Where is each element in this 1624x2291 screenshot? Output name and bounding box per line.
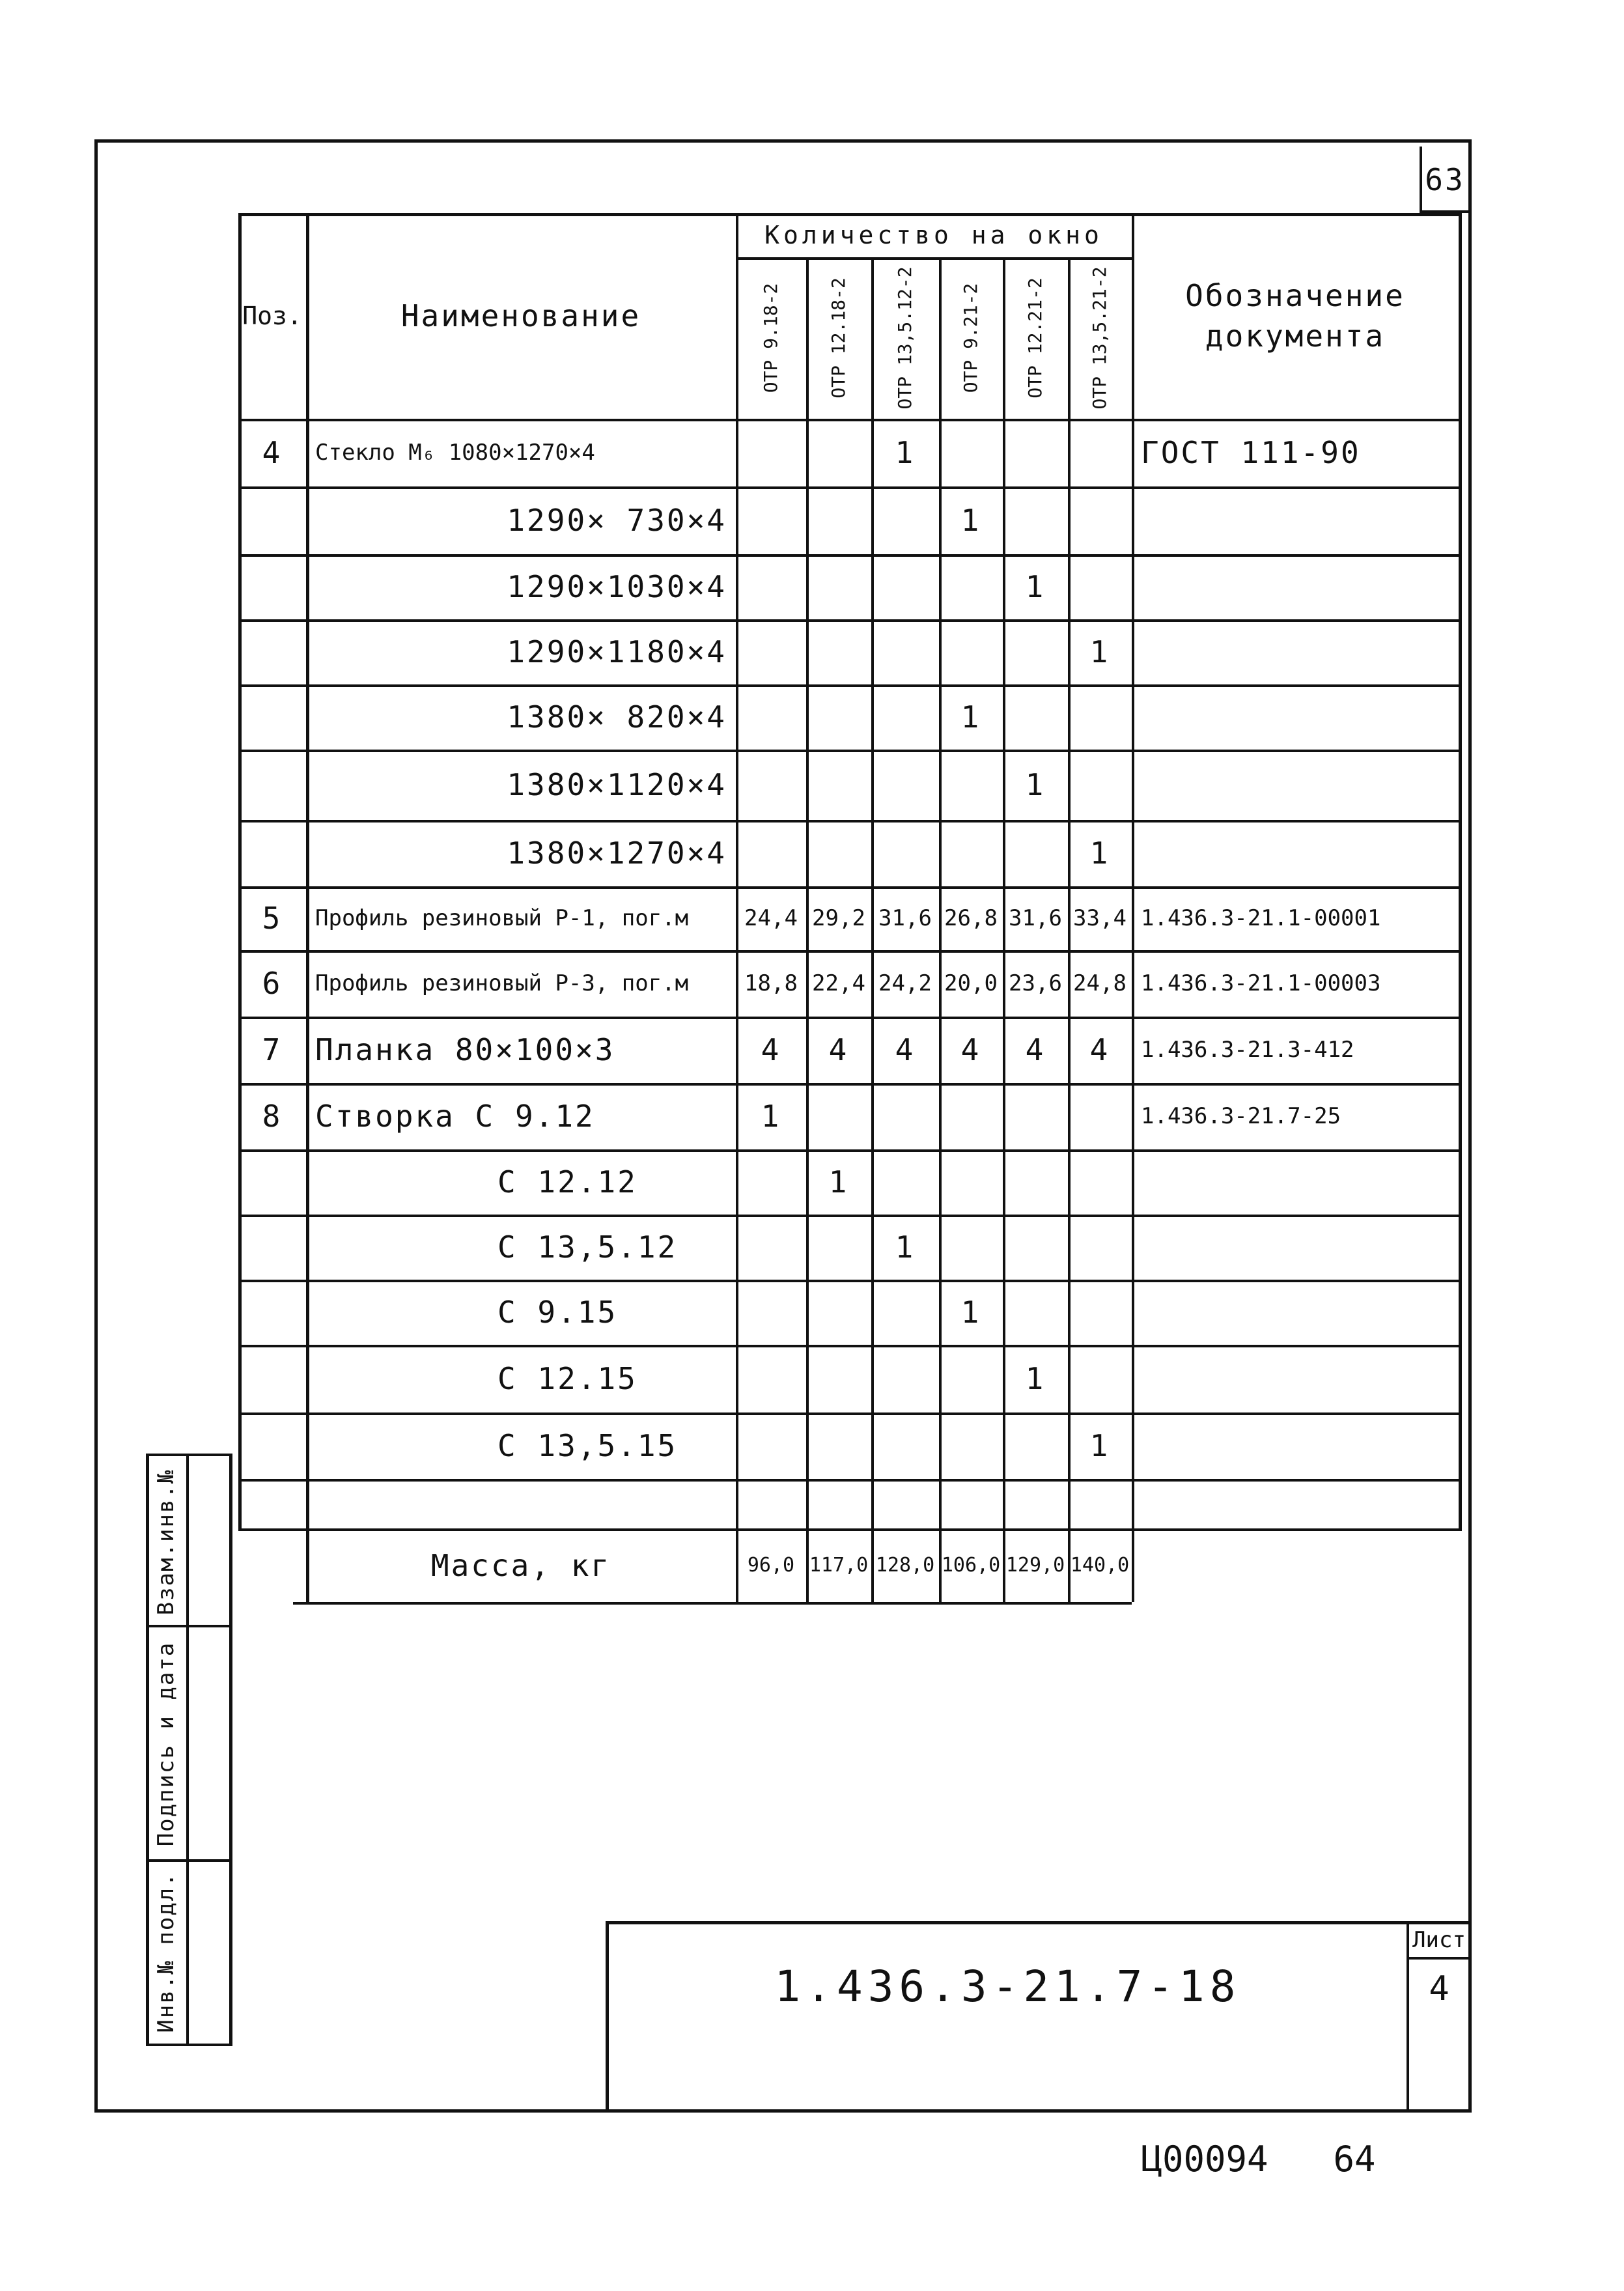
row-qty: 1	[761, 1099, 781, 1134]
row-qty	[1068, 1083, 1132, 1149]
row-qty: 31,6	[878, 905, 932, 931]
row-qty	[806, 820, 871, 886]
row-qty	[1068, 1149, 1132, 1215]
row-qty	[871, 619, 939, 684]
row-qty	[871, 486, 939, 554]
row-qty: 1	[1025, 569, 1046, 604]
row-qty	[736, 1479, 806, 1528]
row-qty: 24,2	[878, 970, 932, 996]
row-qty	[736, 1280, 806, 1345]
row-qty: 4	[761, 1032, 781, 1067]
row-qty	[1003, 419, 1068, 486]
row-qty	[1003, 1149, 1068, 1215]
row-name: С 13,5.15	[497, 1428, 678, 1463]
row-doc	[1141, 1280, 1455, 1345]
row-pos	[238, 684, 306, 750]
side-stamp-inv: Инв.№ подл.	[153, 1872, 179, 2033]
row-doc	[1141, 1413, 1455, 1479]
side-stamp-vzam: Взам.инв.№	[153, 1469, 179, 1616]
row-qty	[1068, 684, 1132, 750]
row-qty	[939, 1083, 1003, 1149]
row-qty	[736, 419, 806, 486]
row-qty: 1	[1025, 767, 1046, 802]
row-qty	[871, 684, 939, 750]
row-doc	[1141, 1215, 1455, 1280]
row-qty	[939, 554, 1003, 619]
row-doc	[1141, 554, 1455, 619]
mass-label: Масса, кг	[430, 1547, 611, 1583]
row-pos	[238, 1280, 306, 1345]
row-pos	[238, 1345, 306, 1413]
row-qty: 1	[1089, 634, 1110, 669]
row-name: Профиль резиновый Р-1, пог.м	[315, 905, 689, 931]
row-qty	[806, 1215, 871, 1280]
row-doc	[1141, 1479, 1455, 1528]
row-qty	[1068, 1479, 1132, 1528]
row-qty	[871, 1479, 939, 1528]
row-name: С 9.15	[497, 1295, 618, 1330]
row-qty	[939, 1345, 1003, 1413]
row-qty	[1068, 554, 1132, 619]
row-name: Стекло М₆ 1080×1270×4	[315, 440, 595, 466]
side-stamp-top	[146, 1454, 232, 1456]
row-qty	[1068, 486, 1132, 554]
row-qty	[736, 1413, 806, 1479]
header-doc	[1132, 213, 1459, 419]
row-qty	[871, 1083, 939, 1149]
row-qty: 1	[1025, 1361, 1046, 1396]
row-name: Планка 80×100×3	[315, 1032, 615, 1067]
row-qty: 1	[960, 503, 981, 538]
row-qty: 29,2	[812, 905, 865, 931]
row-qty	[736, 750, 806, 820]
row-qty	[1068, 1345, 1132, 1413]
table-right-border	[1459, 213, 1462, 1528]
row-name: Створка С 9.12	[315, 1099, 595, 1134]
row-doc	[1141, 486, 1455, 554]
header-column: ОТР 9.21-2	[960, 283, 981, 393]
mass-value: 106,0	[941, 1554, 1001, 1577]
row-pos: 6	[262, 966, 283, 1001]
row-pos	[238, 750, 306, 820]
row-qty	[939, 750, 1003, 820]
footer-page: 64	[1333, 2138, 1376, 2180]
row-qty: 18,8	[744, 970, 798, 996]
row-qty	[806, 1479, 871, 1528]
row-qty	[871, 750, 939, 820]
row-qty	[806, 684, 871, 750]
row-qty	[806, 750, 871, 820]
row-qty	[806, 1280, 871, 1345]
row-qty	[806, 1345, 871, 1413]
row-qty	[1003, 1280, 1068, 1345]
row-qty	[806, 1083, 871, 1149]
row-qty	[806, 486, 871, 554]
row-qty	[871, 1345, 939, 1413]
row-qty	[939, 820, 1003, 886]
header-column: ОТР 13,5.21-2	[1089, 266, 1110, 410]
row-name: 1380× 820×4	[507, 699, 727, 735]
side-stamp-right	[229, 1454, 232, 2046]
row-pos	[238, 820, 306, 886]
row-qty	[1003, 820, 1068, 886]
row-doc	[1141, 1345, 1455, 1413]
header-column: ОТР 13,5.12-2	[894, 266, 916, 410]
row-qty	[939, 1215, 1003, 1280]
row-pos: 5	[262, 901, 283, 936]
row-qty: 33,4	[1073, 905, 1127, 931]
row-name: 1380×1270×4	[507, 836, 727, 871]
header-column: ОТР 12.21-2	[1024, 277, 1046, 399]
title-block-top	[606, 1921, 1472, 1924]
row-doc	[1141, 684, 1455, 750]
page-number-top: 63	[1425, 162, 1465, 197]
side-stamp-bottom	[146, 2044, 232, 2046]
row-qty	[871, 554, 939, 619]
row-name	[315, 1479, 727, 1528]
row-pos	[238, 1215, 306, 1280]
row-qty	[1003, 684, 1068, 750]
row-qty	[806, 1413, 871, 1479]
row-pos	[238, 486, 306, 554]
row-doc: ГОСТ 111-90	[1141, 435, 1361, 470]
row-qty	[1003, 619, 1068, 684]
row-qty	[871, 1149, 939, 1215]
header-doc-line2: документа	[1205, 318, 1386, 354]
row-name: С 12.12	[497, 1164, 637, 1200]
row-qty	[939, 619, 1003, 684]
row-doc: 1.436.3-21.1-00003	[1141, 970, 1381, 996]
row-qty: 1	[895, 435, 916, 470]
row-qty	[1068, 419, 1132, 486]
row-pos: 4	[262, 435, 283, 470]
row-qty: 23,6	[1009, 970, 1062, 996]
title-block-sheet-label: Лист	[1412, 1927, 1466, 1953]
row-qty: 1	[1089, 836, 1110, 871]
row-qty	[806, 554, 871, 619]
title-block-sheet-number: 4	[1429, 1969, 1449, 2008]
header-column: ОТР 12.18-2	[828, 277, 849, 399]
row-qty	[1003, 1479, 1068, 1528]
row-pos	[238, 1413, 306, 1479]
row-qty: 1	[895, 1230, 916, 1265]
row-qty	[736, 486, 806, 554]
row-doc	[1141, 750, 1455, 820]
row-qty	[939, 419, 1003, 486]
row-pos	[238, 619, 306, 684]
row-qty	[736, 619, 806, 684]
row-qty	[806, 419, 871, 486]
row-name: Профиль резиновый Р-3, пог.м	[315, 970, 689, 996]
row-doc: 1.436.3-21.1-00001	[1141, 905, 1381, 931]
mass-row-bottom	[293, 1602, 1132, 1605]
row-name: 1290× 730×4	[507, 503, 727, 538]
row-qty: 24,4	[744, 905, 798, 931]
row-qty: 1	[960, 1295, 981, 1330]
qty-group-split	[736, 257, 1132, 260]
row-qty	[1068, 1280, 1132, 1345]
side-stamp-podpis: Подпись и дата	[153, 1641, 179, 1847]
row-pos	[238, 1479, 306, 1528]
row-qty	[1068, 1215, 1132, 1280]
row-name: С 12.15	[497, 1361, 637, 1396]
header-name: Наименование	[400, 298, 641, 333]
row-doc: 1.436.3-21.7-25	[1141, 1103, 1341, 1129]
row-qty: 26,8	[944, 905, 998, 931]
row-qty: 1	[1089, 1428, 1110, 1463]
row-qty	[871, 820, 939, 886]
row-name: 1290×1030×4	[507, 569, 727, 604]
row-doc	[1141, 619, 1455, 684]
row-qty	[736, 554, 806, 619]
row-qty	[736, 1345, 806, 1413]
row-qty	[736, 820, 806, 886]
row-qty: 1	[828, 1164, 849, 1200]
row-qty	[736, 684, 806, 750]
row-qty: 4	[895, 1032, 916, 1067]
row-qty: 22,4	[812, 970, 865, 996]
row-pos	[238, 554, 306, 619]
row-qty	[1003, 1413, 1068, 1479]
header-column: ОТР 9.18-2	[760, 283, 781, 393]
header-pos: Поз.	[242, 302, 302, 330]
row-qty	[736, 1149, 806, 1215]
row-pos	[238, 1149, 306, 1215]
mass-value: 129,0	[1005, 1554, 1065, 1577]
row-name: 1380×1120×4	[507, 767, 727, 802]
row-qty	[1003, 1083, 1068, 1149]
mass-value: 96,0	[747, 1554, 795, 1577]
row-pos: 7	[262, 1032, 283, 1067]
row-qty: 20,0	[944, 970, 998, 996]
row-qty	[1003, 1215, 1068, 1280]
row-name: 1290×1180×4	[507, 634, 727, 669]
row-name: С 13,5.12	[497, 1230, 678, 1265]
header-doc-line1: Обозначение	[1185, 278, 1405, 313]
row-qty: 24,8	[1073, 970, 1127, 996]
mass-value: 128,0	[875, 1554, 935, 1577]
row-qty: 4	[960, 1032, 981, 1067]
row-qty: 31,6	[1009, 905, 1062, 931]
row-qty	[806, 619, 871, 684]
row-qty	[939, 1479, 1003, 1528]
row-doc: 1.436.3-21.3-412	[1141, 1037, 1354, 1063]
mass-value: 117,0	[809, 1554, 869, 1577]
row-qty	[939, 1149, 1003, 1215]
row-qty: 4	[1089, 1032, 1110, 1067]
row-qty: 4	[828, 1032, 849, 1067]
footer-archive-code: Ц00094	[1141, 2138, 1268, 2180]
row-qty: 4	[1025, 1032, 1046, 1067]
row-qty	[871, 1413, 939, 1479]
row-pos: 8	[262, 1099, 283, 1134]
row-qty: 1	[960, 699, 981, 735]
header-qty-group: Количество на окно	[764, 221, 1103, 249]
row-qty	[1068, 750, 1132, 820]
row-qty	[939, 1413, 1003, 1479]
row-qty	[736, 1215, 806, 1280]
title-block-code: 1.436.3-21.7-18	[774, 1961, 1241, 2012]
side-stamp-mid	[186, 1454, 189, 2046]
mass-value: 140,0	[1070, 1554, 1130, 1577]
row-doc	[1141, 820, 1455, 886]
row-qty	[1003, 486, 1068, 554]
row-qty	[871, 1280, 939, 1345]
row-doc	[1141, 1149, 1455, 1215]
